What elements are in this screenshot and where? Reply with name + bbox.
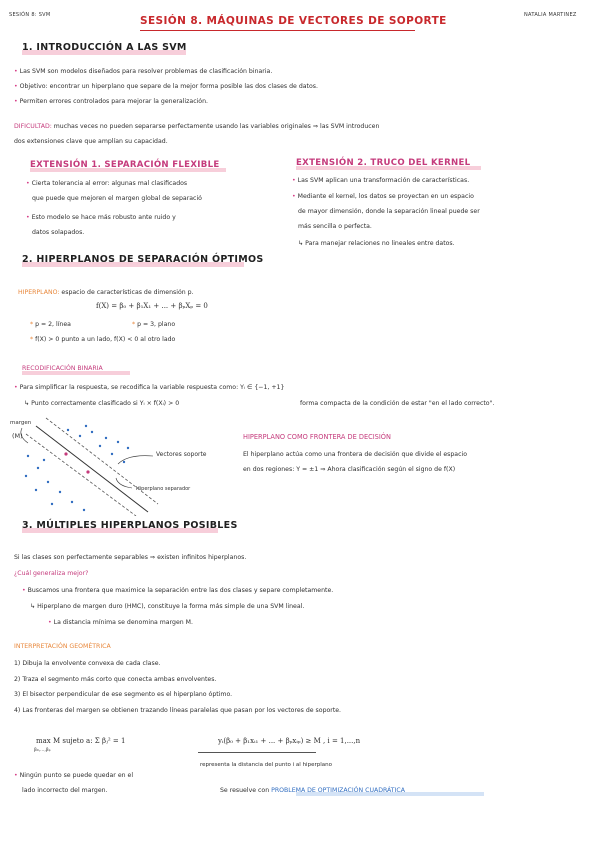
- s3-sub-1: ↳ Hiperplano de margen duro (HMC), constituye la forma más simple de una SVM lineal.: [30, 603, 305, 610]
- frontier-line-2: en dos regiones: Y = ±1 ⇒ Ahora clasificación según el signo de f(X): [243, 466, 456, 473]
- s3-sub-2: • La distancia mínima se denomina margen M.: [48, 619, 193, 626]
- ext1-line-1: • Cierta tolerancia al error: algunas mal clasificados: [26, 180, 188, 187]
- bullet: • Objetivo: encontrar un hiperplano que separe de la mejor forma posible las dos clases de datos.: [14, 83, 318, 90]
- interp-step-2: 2) Traza el segmento más corto que conecta ambas envolventes.: [14, 676, 217, 683]
- bullet: • Permiten errores controlados para mejorar la generalización.: [14, 98, 208, 105]
- interp-heading: INTERPRETACIÓN GEOMÉTRICA: [14, 643, 111, 650]
- difficulty-text-2: dos extensiones clave que amplían su capacidad.: [14, 138, 168, 145]
- p2-note: * p = 2, línea: [30, 321, 71, 328]
- recod-line-2b: forma compacta de la condición de estar "en el lado correcto".: [300, 400, 495, 407]
- recod-line-2a: ↳ Punto correctamente clasificado si Yᵢ × f(Xᵢ) > 0: [24, 400, 180, 407]
- ext1-line-3: • Esto modelo se hace más robusto ante ruido y: [26, 214, 176, 221]
- diagram-m-label: (M): [12, 432, 23, 440]
- recod-heading: RECODIFICACIÓN BINARIA: [22, 365, 103, 372]
- header-left: SESIÓN 8: SVM: [9, 12, 51, 18]
- margin-line-lower: [26, 434, 136, 516]
- last-line-2: lado incorrecto del margen.: [22, 787, 108, 794]
- s1-bullet-2: Objetivo: encontrar un hiperplano que separe de la mejor forma posible las dos clases de datos.: [19, 83, 318, 90]
- last-line-1: • Ningún punto se puede quedar en el: [14, 772, 134, 779]
- constraint-underline: [198, 752, 316, 753]
- hp-arrow: [116, 478, 132, 488]
- qp-line: Se resuelve con PROBLEMA DE OPTIMIZACIÓN CUADRÁTICA: [220, 787, 405, 794]
- diagram-hp-label: Hiperplano separador: [136, 486, 191, 492]
- interp-step-1: 1) Dibuja la envolvente convexa de cada clase.: [14, 660, 161, 667]
- p3-note: * p = 3, plano: [132, 321, 176, 328]
- recod-line-1: • Para simplificar la respuesta, se recodifica la variable respuesta como: Yᵢ ∈ {−1, +1}: [14, 384, 285, 391]
- ext2-line-5: ↳ Para manejar relaciones no lineales entre datos.: [298, 240, 455, 247]
- ext2-line-3: de mayor dimensión, donde la separación lineal puede ser: [298, 208, 480, 215]
- s1-bullet-3: Permiten errores controlados para mejorar la generalización.: [19, 98, 208, 105]
- ext2-heading: EXTENSIÓN 2. TRUCO DEL KERNEL: [296, 158, 471, 168]
- opt-subscript: β₀,...,βₚ: [34, 748, 51, 753]
- ext1-line-2: que puede que mejoren el margen global de separació: [32, 195, 202, 202]
- opt-objective: max M sujeto a: Σ βⱼ² = 1: [36, 737, 126, 745]
- bullet: • Las SVM son modelos diseñados para resolver problemas de clasificación binaria.: [14, 68, 273, 75]
- ext1-line-4: datos solapados.: [32, 229, 85, 236]
- ext1-heading: EXTENSIÓN 1. SEPARACIÓN FLEXIBLE: [30, 160, 220, 170]
- interp-step-3: 3) El bisector perpendicular de ese segmento es el hiperplano óptimo.: [14, 691, 233, 698]
- interp-step-4: 4) Las fronteras del margen se obtienen trazando líneas paralelas que pasan por los vectores de soporte.: [14, 707, 342, 714]
- frontier-line-1: El hiperplano actúa como una frontera de decisión que divide el espacio: [243, 451, 467, 458]
- opt-constraint: yᵢ(β₀ + β₁xᵢ₁ + ... + βₚxᵢₚ) ≥ M , i = 1,...,n: [218, 737, 361, 745]
- section3-heading: 3. MÚLTIPLES HIPERPLANOS POSIBLES: [22, 520, 238, 531]
- support-vector: [86, 470, 89, 473]
- page-title: SESIÓN 8. MÁQUINAS DE VECTORES DE SOPORTE: [140, 15, 447, 27]
- sign-note: * f(X) > 0 punto a un lado, f(X) < 0 al otro lado: [30, 336, 176, 343]
- qp-label: PROBLEMA DE OPTIMIZACIÓN CUADRÁTICA: [271, 787, 405, 794]
- ext2-line-4: más sencilla o perfecta.: [298, 223, 372, 230]
- opt-note: representa la distancia del punto i al hiperplano: [200, 762, 332, 768]
- s3-line-1: Si las clases son perfectamente separables ⇒ existen infinitos hiperplanos.: [14, 554, 247, 561]
- section2-heading: 2. HIPERPLANOS DE SEPARACIÓN ÓPTIMOS: [22, 254, 264, 265]
- diagram-margin-label: margen: [10, 420, 32, 426]
- hyperplane-label: HIPERPLANO:: [18, 289, 60, 296]
- s3-question: ¿Cuál generaliza mejor?: [14, 570, 89, 577]
- hyperplane-line: [36, 426, 148, 512]
- hyperplane-def: HIPERPLANO: espacio de características de dimensión p.: [18, 289, 194, 296]
- hyperplane-formula: f(X) = β₀ + β₁X₁ + ... + βₚXₚ = 0: [96, 302, 208, 310]
- difficulty-label: DIFICULTAD:: [14, 123, 52, 130]
- ext2-line-1: • Las SVM aplican una transformación de características.: [292, 177, 470, 184]
- frontier-heading: HIPERPLANO COMO FRONTERA DE DECISIÓN: [243, 433, 391, 441]
- class-b-points: [25, 455, 85, 511]
- difficulty-line-1: [14, 123, 379, 130]
- diagram-sv-label: Vectores soporte: [156, 451, 207, 458]
- difficulty-text-1: muchas veces no pueden separarse perfectamente usando las variables originales ⇒ las SVM introducen: [53, 123, 380, 130]
- title-underline: [140, 30, 415, 31]
- header-right: NATALIA MARTINEZ: [524, 12, 577, 18]
- ext2-line-2: • Mediante el kernel, los datos se proyectan en un espacio: [292, 193, 474, 200]
- support-vector: [64, 452, 67, 455]
- s3-bullet-1: • Buscamos una frontera que maximice la separación entre las dos clases y separe completamente.: [22, 587, 334, 594]
- s1-bullet-1: Las SVM son modelos diseñados para resolver problemas de clasificación binaria.: [19, 68, 273, 75]
- section1-heading: 1. INTRODUCCIÓN A LAS SVM: [22, 42, 187, 53]
- svm-margin-diagram: [8, 416, 238, 516]
